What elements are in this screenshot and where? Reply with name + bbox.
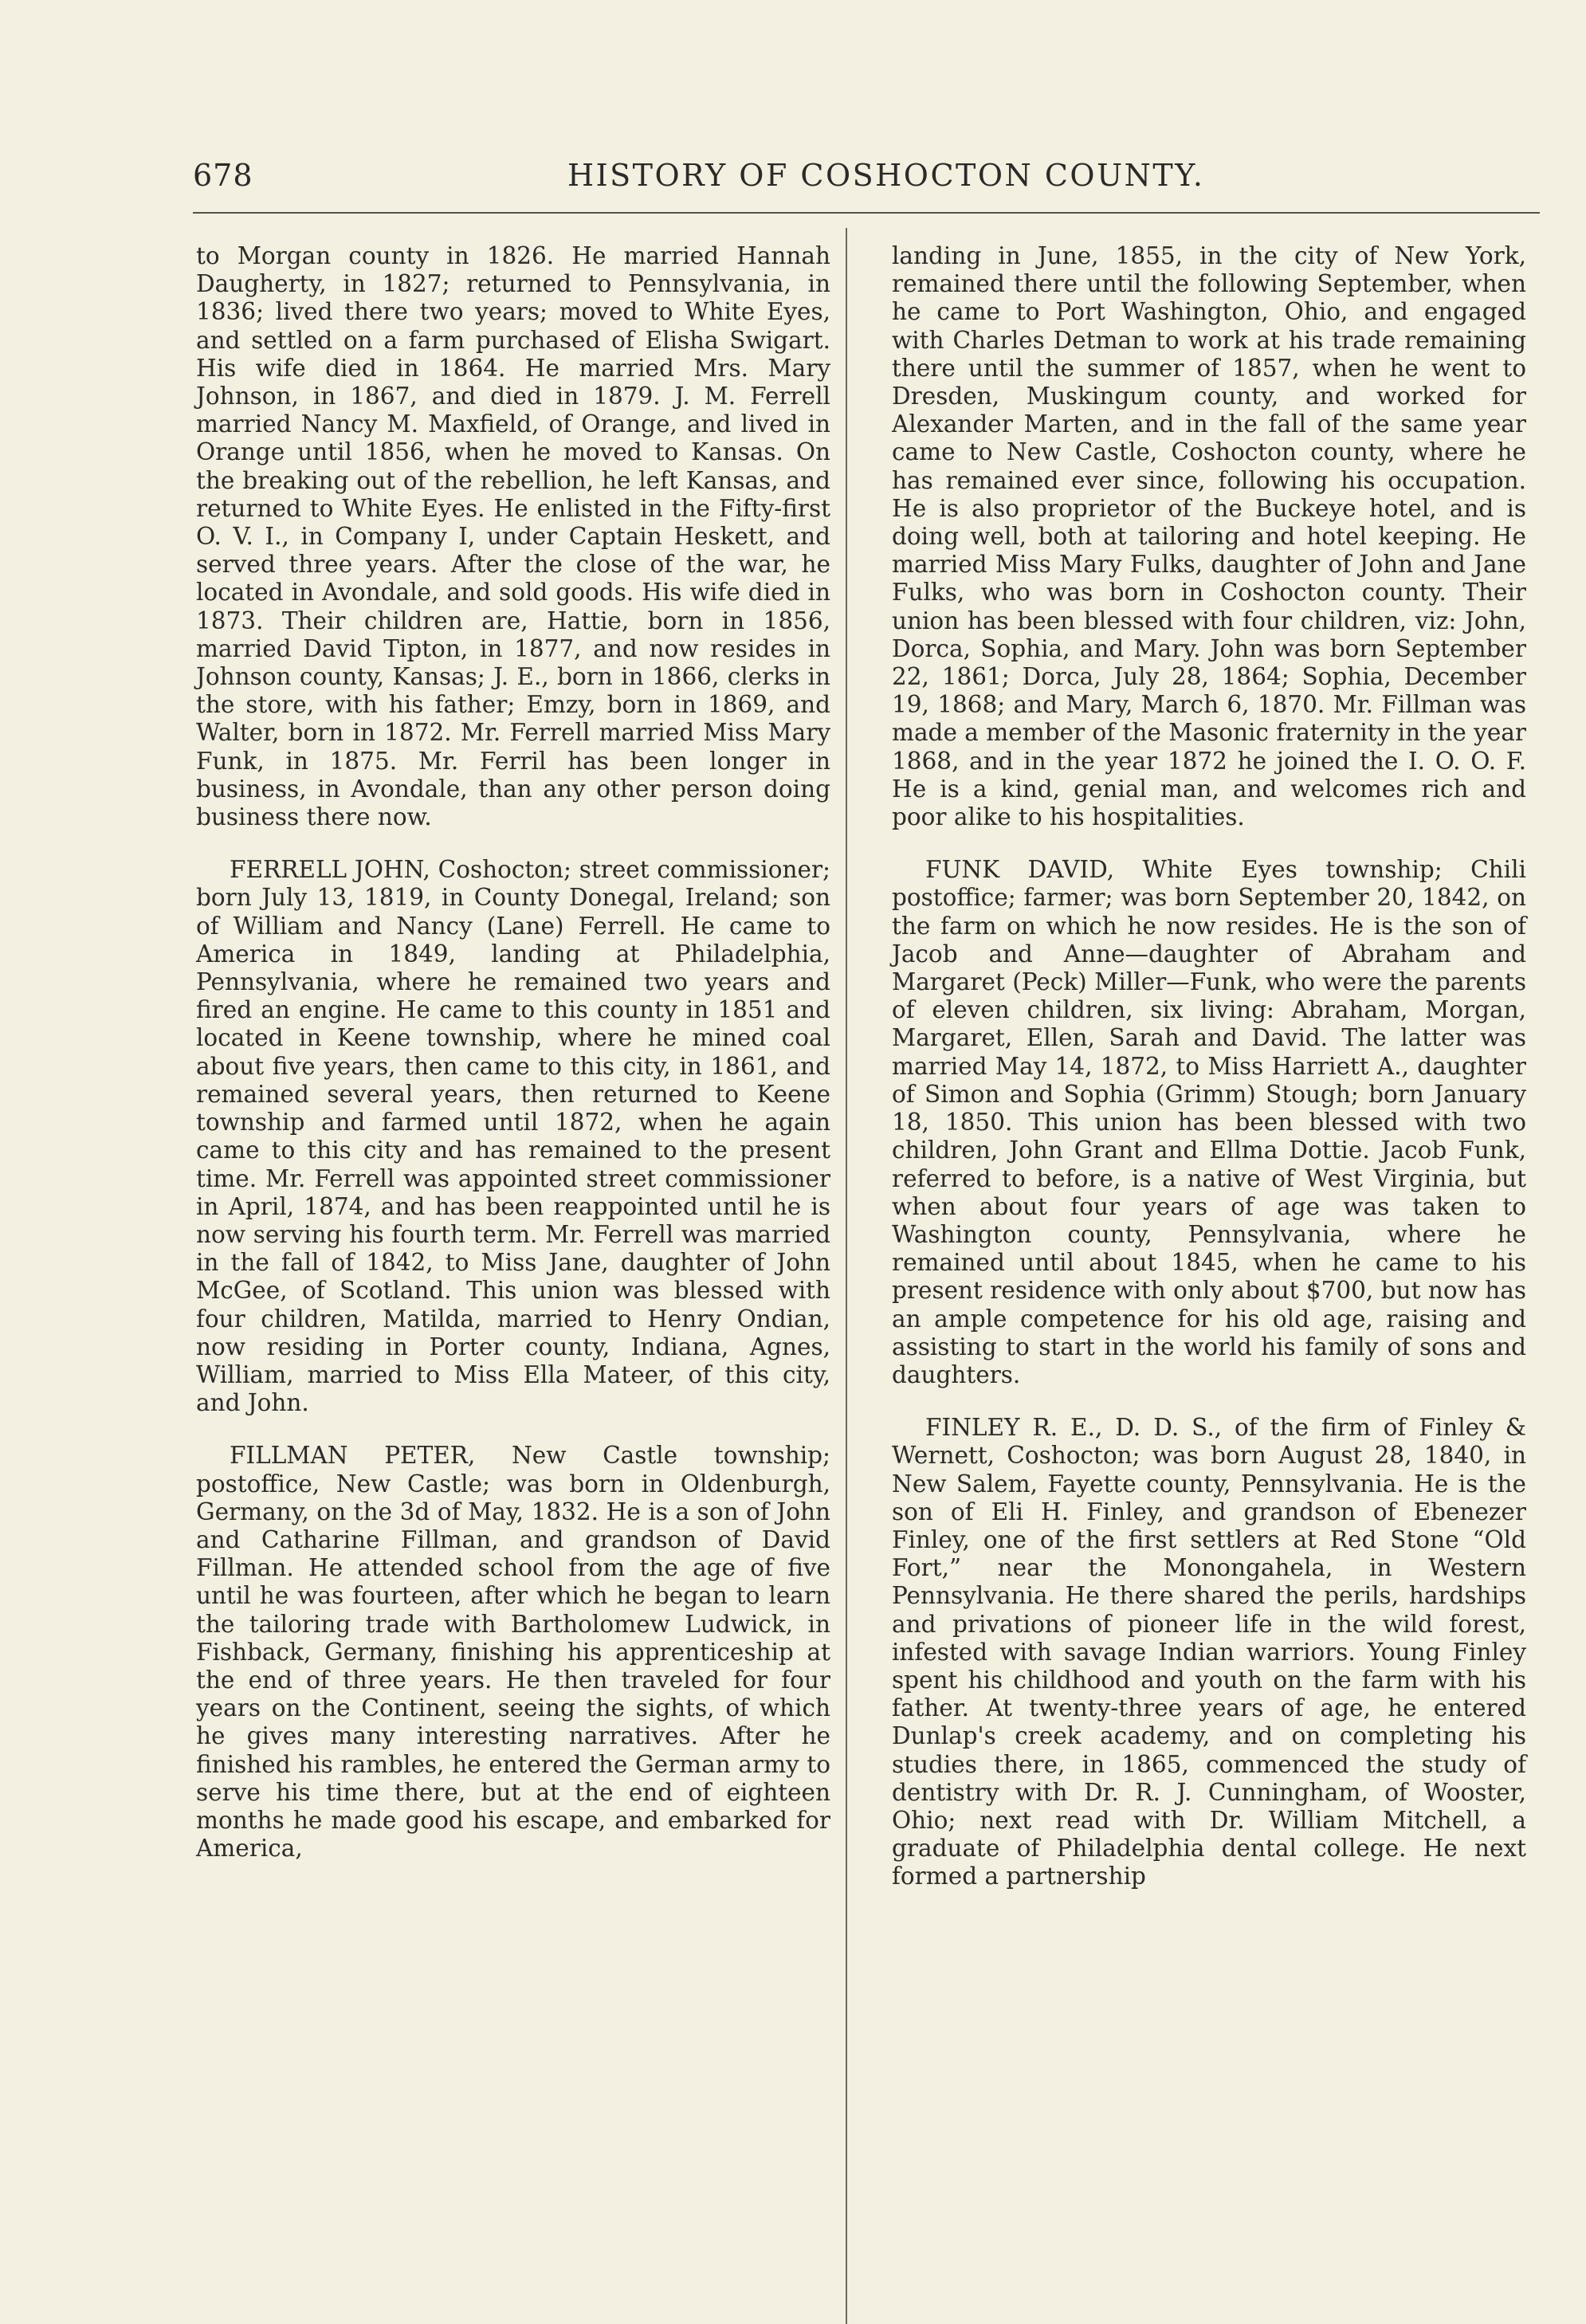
running-title: HISTORY OF COSHOCTON COUNTY.: [567, 158, 1205, 193]
entry-ferrell-john: FERRELL JOHN, Coshocton; street commissioner; born July 13, 1819, in County Donegal, Ireland; son of William and Nancy (Lane) Ferrell. He came to America in 1849, landing at Philadelphia, Pennsylvania, where he remained two years and fired an engine. He came to this county in 1851 and located in Keene township, where he mined coal about five years, then came to this city, in 1861, and remained several years, then returned to Keene township and farmed until 1872, when he again came to this city and has remained to the present time. Mr. Ferrell was appointed street commissioner in April, 1874, and has been reappointed until he is now serving his fourth term. Mr. Ferrell was married in the fall of 1842, to Miss Jane, daughter of John McGee, of Scotland. This union was blessed with four children, Matilda, married to Henry Ondian, now residing in Porter county, Indiana, Agnes, William, married to Miss Ella Mateer, of this city, and John.: [196, 856, 830, 1417]
entry-fillman-peter: FILLMAN PETER, New Castle township; postoffice, New Castle; was born in Oldenburgh, Germany, on the 3d of May, 1832. He is a son of John and Catharine Fillman, and grandson of David Fillman. He attended school from the age of five until he was fourteen, after which he began to learn the tailoring trade with Bartholomew Ludwick, in Fishback, Germany, finishing his apprenticeship at the end of three years. He then traveled for four years on the Continent, seeing the sights, of which he gives many interesting narratives. After he finished his rambles, he entered the German army to serve his time there, but at the end of eighteen months he made good his escape, and embarked for America,: [196, 1442, 830, 1863]
entry-funk-david: FUNK DAVID, White Eyes township; Chili postoffice; farmer; was born September 20, 1842, on the farm on which he now resides. He is the son of Jacob and Anne—daughter of Abraham and Margaret (Peck) Miller—Funk, who were the parents of eleven children, six living: Abraham, Morgan, Margaret, Ellen, Sarah and David. The latter was married May 14, 1872, to Miss Harriett A., daughter of Simon and Sophia (Grimm) Stough; born January 18, 1850. This union has been blessed with two children, John Grant and Ellma Dottie. Jacob Funk, referred to before, is a native of West Virginia, but when about four years of age was taken to Washington county, Pennsylvania, where he remained until about 1845, when he came to his present residence with only about $700, but now has an ample competence for his old age, raising and assisting to start in the world his family of sons and daughters.: [892, 856, 1526, 1388]
left-column: [196, 242, 830, 1863]
page-number: 678: [193, 158, 253, 193]
entry-finley-re: FINLEY R. E., D. D. S., of the firm of Finley & Wernett, Coshocton; was born August 28, 1840, in New Salem, Fayette county, Pennsylvania. He is the son of Eli H. Finley, and grandson of Ebenezer Finley, one of the first settlers at Red Stone “Old Fort,” near the Monongahela, in Western Pennsylvania. He there shared the perils, hardships and privations of pioneer life in the wild forest, infested with savage Indian warriors. Young Finley spent his childhood and youth on the farm with his father. At twenty-three years of age, he entered Dunlap's creek academy, and on completing his studies there, in 1865, commenced the study of dentistry with Dr. R. J. Cunningham, of Wooster, Ohio; next read with Dr. William Mitchell, a graduate of Philadelphia dental college. He next formed a partnership: [892, 1414, 1526, 1890]
right-column: [892, 242, 1526, 1891]
continuation-paragraph-right: landing in June, 1855, in the city of New York, remained there until the following September, when he came to Port Washington, Ohio, and engaged with Charles Detman to work at his trade remaining there until the summer of 1857, when he went to Dresden, Muskingum county, and worked for Alexander Marten, and in the fall of the same year came to New Castle, Coshocton county, where he has remained ever since, following his occupation. He is also proprietor of the Buckeye hotel, and is doing well, both at tailoring and hotel keeping. He married Miss Mary Fulks, daughter of John and Jane Fulks, who was born in Coshocton county. Their union has been blessed with four children, viz: John, Dorca, Sophia, and Mary. John was born September 22, 1861; Dorca, July 28, 1864; Sophia, December 19, 1868; and Mary, March 6, 1870. Mr. Fillman was made a member of the Masonic fraternity in the year 1868, and in the year 1872 he joined the I. O. O. F. He is a kind, genial man, and welcomes rich and poor alike to his hospitalities.: [892, 242, 1526, 831]
header-rule: [193, 212, 1540, 214]
continuation-paragraph-left: to Morgan county in 1826. He married Hannah Daugherty, in 1827; returned to Pennsylvania, in 1836; lived there two years; moved to White Eyes, and settled on a farm purchased of Elisha Swigart. His wife died in 1864. He married Mrs. Mary Johnson, in 1867, and died in 1879. J. M. Ferrell married Nancy M. Maxfield, of Orange, and lived in Orange until 1856, when he moved to Kansas. On the breaking out of the rebellion, he left Kansas, and returned to White Eyes. He enlisted in the Fifty-first O. V. I., in Company I, under Captain Heskett, and served three years. After the close of the war, he located in Avondale, and sold goods. His wife died in 1873. Their children are, Hattie, born in 1856, married David Tipton, in 1877, and now resides in Johnson county, Kansas; J. E., born in 1866, clerks in the store, with his father; Emzy, born in 1869, and Walter, born in 1872. Mr. Ferrell married Miss Mary Funk, in 1875. Mr. Ferril has been longer in business, in Avondale, than any other person doing business there now.: [196, 242, 830, 831]
column-divider: [846, 228, 847, 2324]
page-header: [193, 158, 1540, 206]
